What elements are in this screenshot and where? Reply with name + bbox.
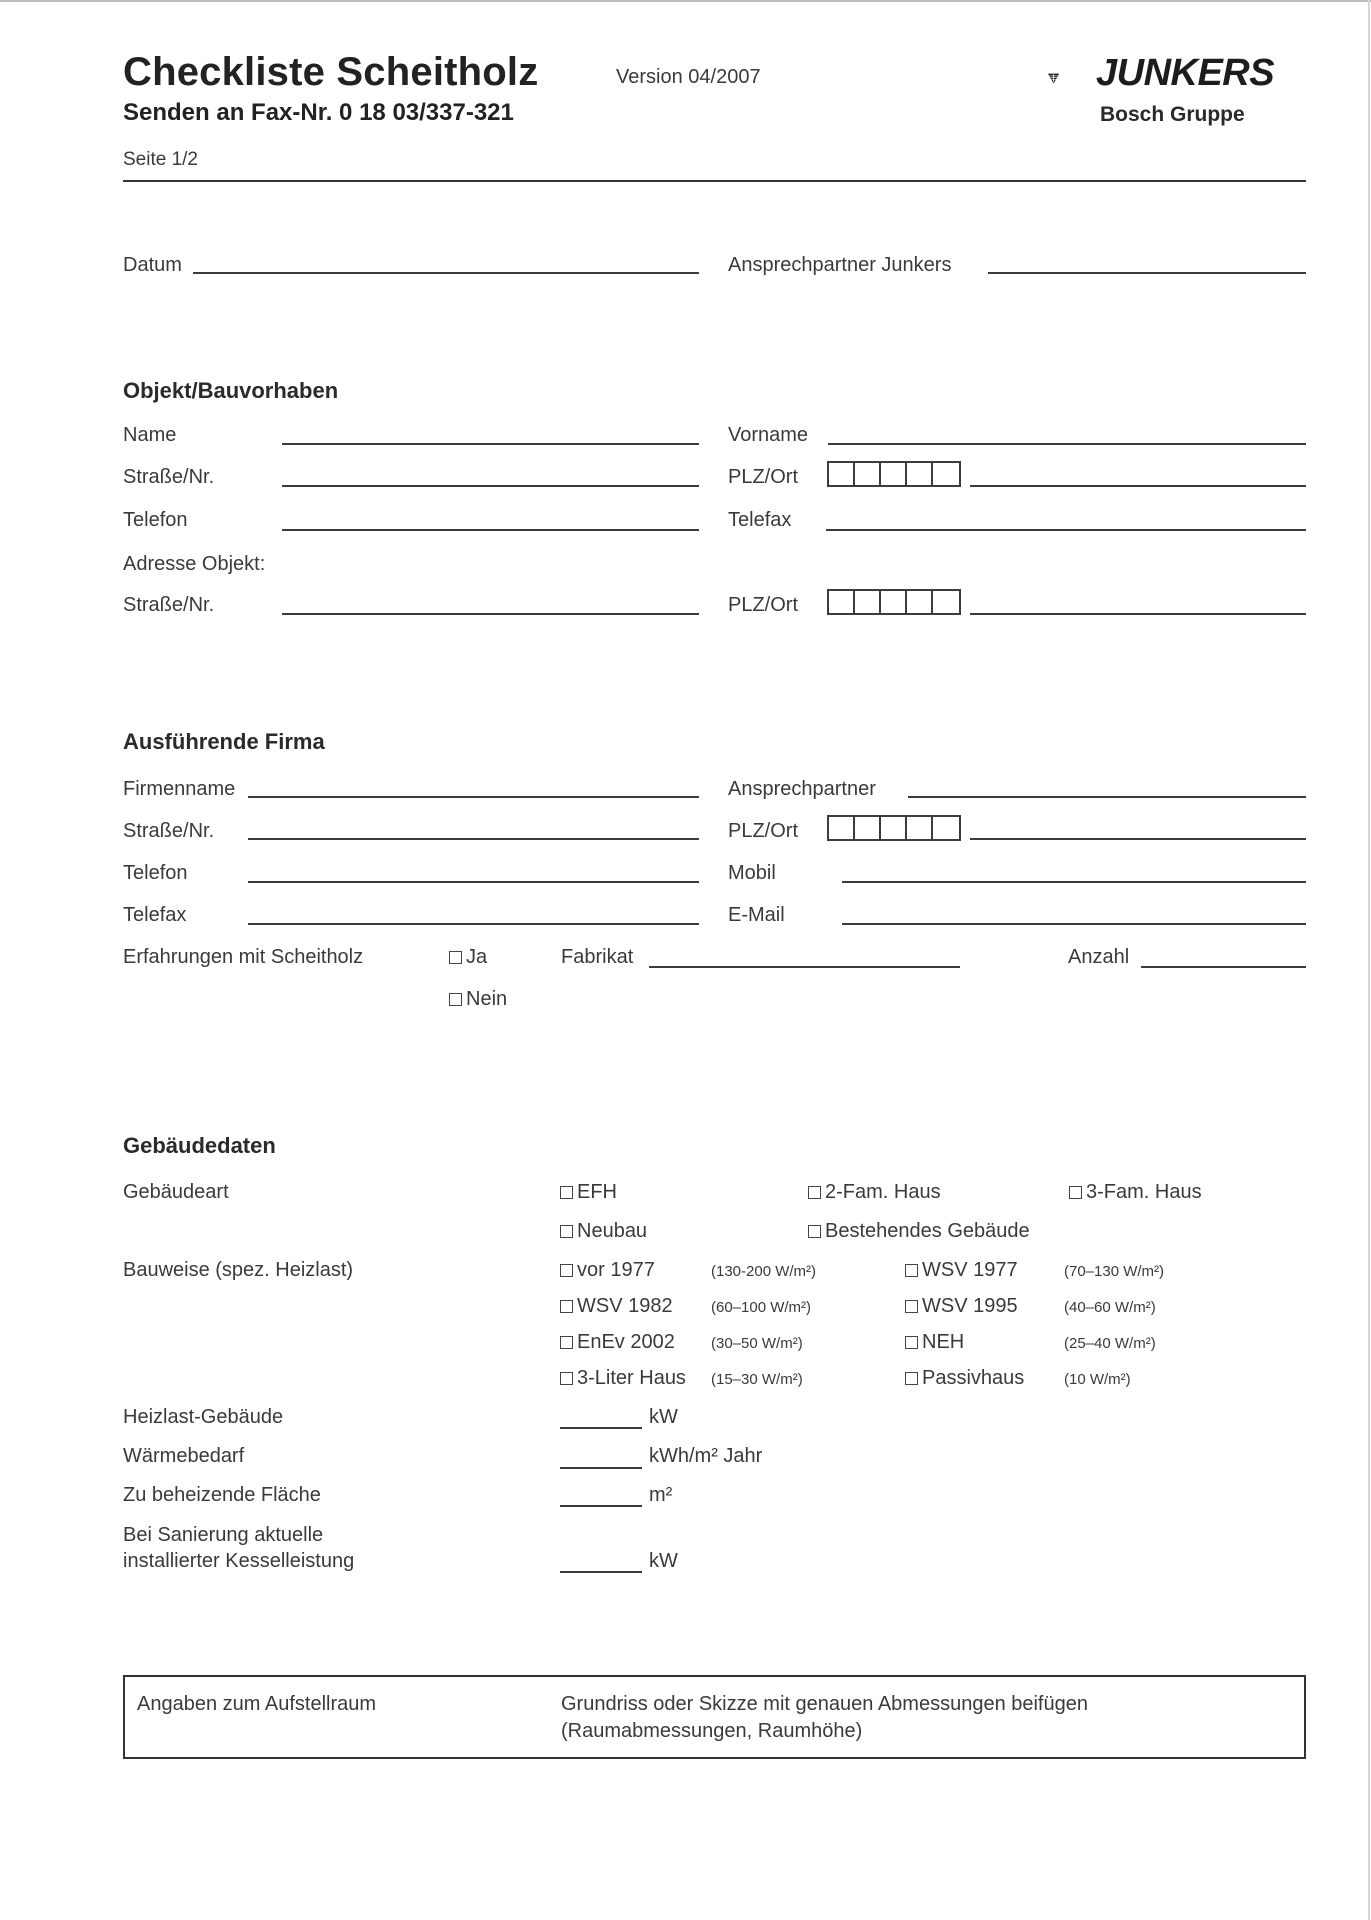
checkbox-icon bbox=[905, 1372, 918, 1385]
plz-objekt-boxes[interactable] bbox=[827, 589, 961, 615]
page-number: Seite 1/2 bbox=[123, 149, 198, 170]
firma-ort-field[interactable] bbox=[970, 838, 1306, 840]
checkbox-icon bbox=[808, 1186, 821, 1199]
section-objekt-heading: Objekt/Bauvorhaben bbox=[123, 378, 339, 403]
wsv-1995-checkbox[interactable]: WSV 1995 bbox=[905, 1295, 1018, 1318]
checkbox-icon bbox=[560, 1300, 573, 1313]
2-fam-haus-checkbox[interactable]: 2-Fam. Haus bbox=[808, 1181, 941, 1204]
aufstellraum-label: Angaben zum Aufstellraum bbox=[137, 1693, 377, 1715]
email-field[interactable] bbox=[842, 923, 1306, 925]
plz-ort-label: PLZ/Ort bbox=[728, 466, 799, 488]
checkbox-icon bbox=[449, 993, 462, 1006]
checkbox-icon bbox=[560, 1264, 573, 1277]
version-label: Version 04/2007 bbox=[616, 66, 761, 88]
wsv-1977-range: (70–130 W/m²) bbox=[1064, 1263, 1165, 1280]
erfahrungen-label: Erfahrungen mit Scheitholz bbox=[123, 946, 364, 968]
gebaeudeart-label: Gebäudeart bbox=[123, 1181, 229, 1203]
telefax-field[interactable] bbox=[826, 529, 1306, 531]
enev-2002-range: (30–50 W/m²) bbox=[711, 1335, 803, 1352]
enev-2002-checkbox[interactable]: EnEv 2002 bbox=[560, 1331, 675, 1354]
bestehendes-gebaeude-checkbox[interactable]: Bestehendes Gebäude bbox=[808, 1220, 1030, 1243]
heizlast-field[interactable] bbox=[560, 1427, 642, 1429]
firma-plz-boxes[interactable] bbox=[827, 815, 961, 841]
strasse-objekt-field[interactable] bbox=[282, 613, 699, 615]
vor-1977-checkbox[interactable]: vor 1977 bbox=[560, 1259, 655, 1282]
checkbox-icon bbox=[449, 951, 462, 964]
mobil-field[interactable] bbox=[842, 881, 1306, 883]
name-label: Name bbox=[123, 424, 177, 446]
wsv-1995-range: (40–60 W/m²) bbox=[1064, 1299, 1156, 1316]
waermebedarf-label: Wärmebedarf bbox=[123, 1445, 245, 1467]
checkbox-icon bbox=[905, 1264, 918, 1277]
firma-ansprechpartner-field[interactable] bbox=[908, 796, 1306, 798]
vorname-field[interactable] bbox=[828, 443, 1306, 445]
section-firma-heading: Ausführende Firma bbox=[123, 729, 325, 754]
brand-subtitle: Bosch Gruppe bbox=[1100, 103, 1245, 126]
firma-telefax-field[interactable] bbox=[248, 923, 699, 925]
mobil-label: Mobil bbox=[728, 862, 776, 884]
plz-boxes[interactable] bbox=[827, 461, 961, 487]
efh-checkbox[interactable]: EFH bbox=[560, 1181, 617, 1204]
firma-plz-ort-label: PLZ/Ort bbox=[728, 820, 799, 842]
vorname-label: Vorname bbox=[728, 424, 809, 446]
ansprechpartner-junkers-label: Ansprechpartner Junkers bbox=[728, 254, 952, 276]
sanierung-unit: kW bbox=[649, 1550, 678, 1572]
firma-strasse-label: Straße/Nr. bbox=[123, 820, 215, 842]
checkbox-icon bbox=[560, 1225, 573, 1238]
datum-field[interactable] bbox=[193, 272, 699, 274]
firmenname-field[interactable] bbox=[248, 796, 699, 798]
passivhaus-checkbox[interactable]: Passivhaus bbox=[905, 1367, 1024, 1390]
email-label: E-Mail bbox=[728, 904, 785, 926]
heizlast-unit: kW bbox=[649, 1406, 678, 1428]
heizlast-label: Heizlast-Gebäude bbox=[123, 1406, 284, 1428]
flaeche-field[interactable] bbox=[560, 1505, 642, 1507]
anzahl-label: Anzahl bbox=[1068, 946, 1130, 968]
fax-number: Senden an Fax-Nr. 0 18 03/337-321 bbox=[123, 99, 514, 126]
firma-strasse-field[interactable] bbox=[248, 838, 699, 840]
anzahl-field[interactable] bbox=[1141, 966, 1306, 968]
neubau-checkbox[interactable]: Neubau bbox=[560, 1220, 647, 1243]
telefon-field[interactable] bbox=[282, 529, 699, 531]
ort-field[interactable] bbox=[970, 485, 1306, 487]
wsv-1977-checkbox[interactable]: WSV 1977 bbox=[905, 1259, 1018, 1282]
3-liter-haus-range: (15–30 W/m²) bbox=[711, 1371, 803, 1388]
firma-ansprechpartner-label: Ansprechpartner bbox=[728, 778, 876, 800]
flaeche-label: Zu beheizende Fläche bbox=[123, 1484, 321, 1506]
3-liter-haus-checkbox[interactable]: 3-Liter Haus bbox=[560, 1367, 686, 1390]
waermebedarf-field[interactable] bbox=[560, 1467, 642, 1469]
sanierung-field[interactable] bbox=[560, 1571, 642, 1573]
neh-range: (25–40 W/m²) bbox=[1064, 1335, 1156, 1352]
fabrikat-label: Fabrikat bbox=[561, 946, 634, 968]
telefon-label: Telefon bbox=[123, 509, 188, 531]
neh-checkbox[interactable]: NEH bbox=[905, 1331, 964, 1354]
waermebedarf-unit: kWh/m² Jahr bbox=[649, 1445, 763, 1467]
ort-objekt-field[interactable] bbox=[970, 613, 1306, 615]
firma-telefon-label: Telefon bbox=[123, 862, 188, 884]
checkbox-icon bbox=[1069, 1186, 1082, 1199]
sanierung-label-line2: installierter Kesselleistung bbox=[123, 1550, 355, 1572]
checkbox-icon bbox=[560, 1186, 573, 1199]
3-fam-haus-checkbox[interactable]: 3-Fam. Haus bbox=[1069, 1181, 1202, 1204]
datum-label: Datum bbox=[123, 254, 182, 276]
aufstellraum-box bbox=[123, 1675, 1306, 1759]
header-divider bbox=[123, 180, 1306, 182]
brand-name: JUNKERS bbox=[1096, 52, 1275, 94]
firma-telefax-label: Telefax bbox=[123, 904, 187, 926]
document-title: Checkliste Scheitholz bbox=[123, 50, 539, 94]
telefax-label: Telefax bbox=[728, 509, 792, 531]
wsv-1982-checkbox[interactable]: WSV 1982 bbox=[560, 1295, 673, 1318]
aufstellraum-text-line2: (Raumabmessungen, Raumhöhe) bbox=[561, 1720, 863, 1742]
nein-checkbox[interactable]: Nein bbox=[449, 988, 507, 1011]
strasse-field[interactable] bbox=[282, 485, 699, 487]
firmenname-label: Firmenname bbox=[123, 778, 236, 800]
fabrikat-field[interactable] bbox=[649, 966, 960, 968]
checkbox-icon bbox=[808, 1225, 821, 1238]
page-edge-right bbox=[1368, 0, 1370, 1920]
ansprechpartner-junkers-field[interactable] bbox=[988, 272, 1306, 274]
flaeche-unit: m² bbox=[649, 1484, 673, 1506]
strasse-objekt-label: Straße/Nr. bbox=[123, 594, 215, 616]
bauweise-label: Bauweise (spez. Heizlast) bbox=[123, 1259, 354, 1281]
adresse-objekt-label: Adresse Objekt: bbox=[123, 553, 266, 575]
strasse-label: Straße/Nr. bbox=[123, 466, 215, 488]
checkbox-icon bbox=[905, 1300, 918, 1313]
passivhaus-range: (10 W/m²) bbox=[1064, 1371, 1131, 1388]
sanierung-label-line1: Bei Sanierung aktuelle bbox=[123, 1524, 324, 1546]
section-gebaeude-heading: Gebäudedaten bbox=[123, 1133, 276, 1158]
ja-checkbox[interactable]: Ja bbox=[449, 946, 487, 969]
name-field[interactable] bbox=[282, 443, 699, 445]
vor-1977-range: (130-200 W/m²) bbox=[711, 1263, 817, 1280]
aufstellraum-text-line1: Grundriss oder Skizze mit genauen Abmessungen beifügen bbox=[561, 1693, 1088, 1715]
firma-telefon-field[interactable] bbox=[248, 881, 699, 883]
checkbox-icon bbox=[560, 1372, 573, 1385]
checkbox-icon bbox=[560, 1336, 573, 1349]
page-edge-top bbox=[0, 0, 1371, 2]
wsv-1982-range: (60–100 W/m²) bbox=[711, 1299, 812, 1316]
plz-ort-objekt-label: PLZ/Ort bbox=[728, 594, 799, 616]
checkbox-icon bbox=[905, 1336, 918, 1349]
